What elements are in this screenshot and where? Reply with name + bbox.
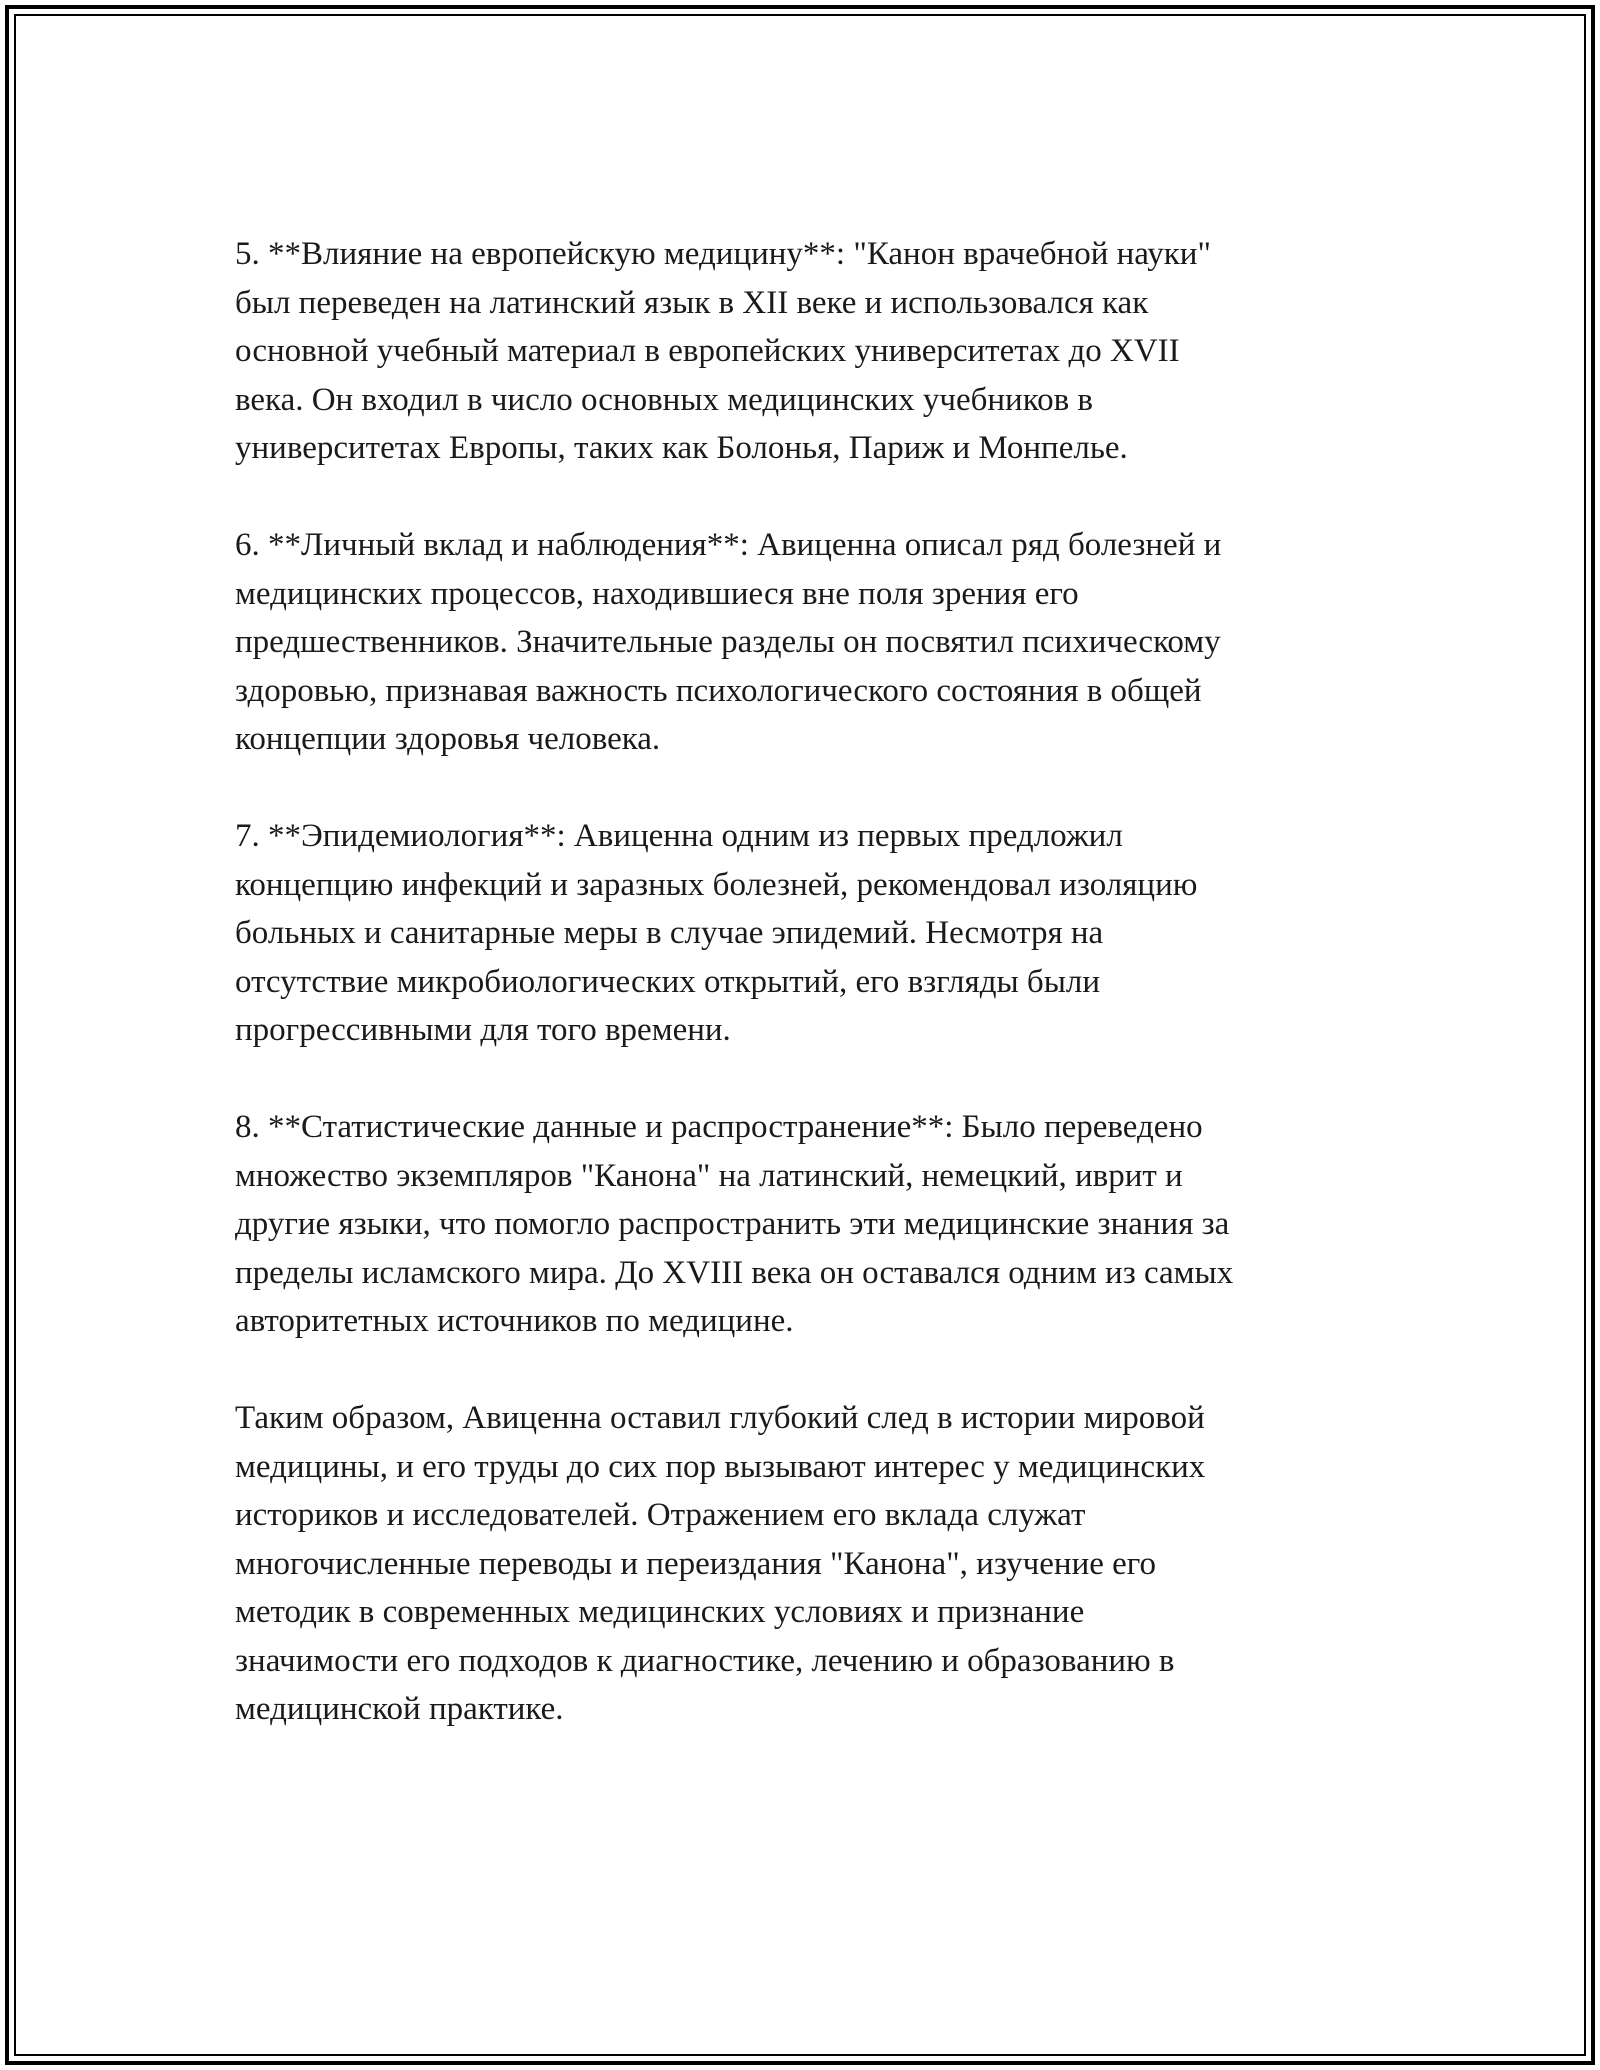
text-line: основной учебный материал в европейских университетах до XVII [235,333,1180,369]
text-line: предшественников. Значительные разделы он посвятил психическому [235,624,1221,660]
paragraph-europe-influence [235,230,1385,473]
text-line: множество экземпляров "Канона" на латинский, немецкий, иврит и [235,1157,1183,1194]
text-line: авторитетных источников по медицине. [235,1303,794,1339]
document-body [235,230,1385,1782]
paragraph-personal-contribution [235,521,1385,764]
text-line: другие языки, что помогло распространить эти медицинские знания за [235,1206,1230,1242]
paragraph-statistics [235,1103,1385,1346]
text-line: 5. **Влияние на европейскую медицину**: "Канон врачебной науки" [235,236,1211,272]
text-line: больных и санитарные меры в случае эпидемий. Несмотря на [235,915,1104,951]
text-line: века. Он входил в число основных медицинских учебников в [235,381,1093,418]
text-line: историков и исследователей. Отражением его вклада служат [235,1497,1086,1533]
text-line: значимости его подходов к диагностике, лечению и образованию в [235,1642,1175,1679]
text-line: медицинской практике. [235,1691,564,1727]
text-line: был переведен на латинский язык в XII веке и использовался как [235,284,1149,321]
text-line: методик в современных медицинских условиях и признание [235,1594,1085,1630]
text-line: медицины, и его труды до сих пор вызывают интерес у медицинских [235,1448,1206,1485]
paragraph-conclusion [235,1394,1385,1734]
text-line: 7. **Эпидемиология**: Авиценна одним из первых предложил [235,818,1123,854]
paragraph-epidemiology [235,812,1385,1055]
text-line: пределы исламского мира. До XVIII века он оставался одним из самых [235,1254,1234,1291]
text-line: концепции здоровья человека. [235,721,661,757]
text-line: здоровью, признавая важность психологического состояния в общей [235,672,1202,709]
text-line: отсутствие микробиологических открытий, его взгляды были [235,963,1101,1000]
text-line: концепцию инфекций и заразных болезней, рекомендовал изоляцию [235,866,1198,903]
text-line: многочисленные переводы и переиздания "Канона", изучение его [235,1545,1156,1582]
text-line: медицинских процессов, находившиеся вне поля зрения его [235,575,1079,612]
text-line: Таким образом, Авиценна оставил глубокий след в истории мировой [235,1400,1205,1436]
text-line: 6. **Личный вклад и наблюдения**: Авиценна описал ряд болезней и [235,527,1222,563]
text-line: прогрессивными для того времени. [235,1012,731,1048]
text-line: университетах Европы, таких как Болонья, Париж и Монпелье. [235,430,1128,466]
text-line: 8. **Статистические данные и распространение**: Было переведено [235,1109,1203,1145]
